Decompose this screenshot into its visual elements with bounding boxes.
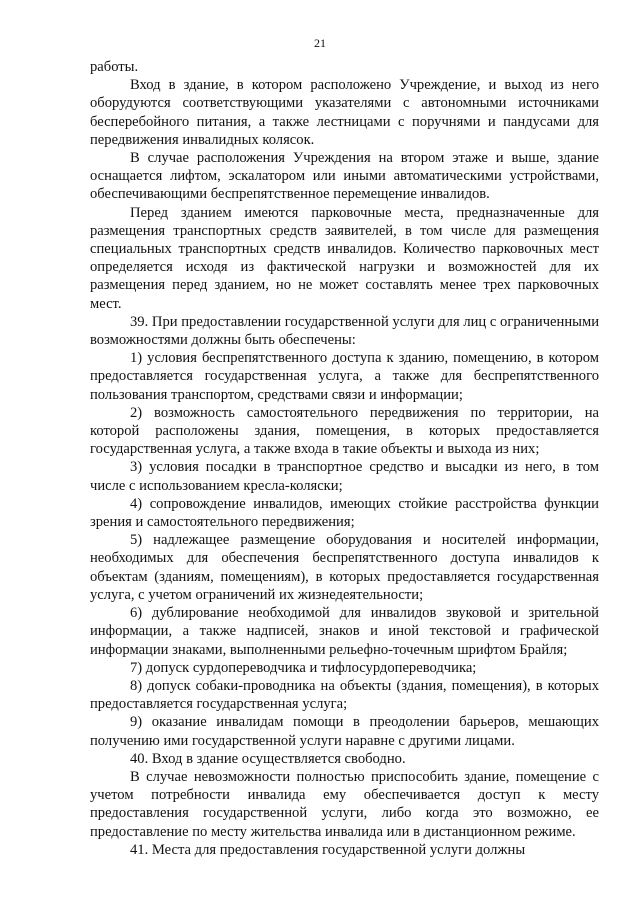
clause-39-item-2: 2) возможность самостоятельного передвижения по территории, на которой расположены здания, помещения, в которых предоставляется государственная услуга, а также входа в такие объекты и выхода из них; bbox=[90, 404, 599, 458]
clause-39-item-6: 6) дублирование необходимой для инвалидов звуковой и зрительной информации, а также надписей, знаков и иной текстовой и графической информации знаками, выполненными рельефно-точечным шрифтом Брайля; bbox=[90, 605, 599, 658]
page-number: 21 bbox=[314, 36, 326, 50]
paragraph-parking: Перед зданием имеются парковочные места, предназначенные для размещения транспортных средств заявителей, в том числе для размещения специальных транспортных средств инвалидов. Количество парковочных мест определяется исходя из фактической нагрузки и возможностей для их размещения перед зданием, но не может составлять менее трех парковочных мест. bbox=[90, 204, 599, 312]
clause-40: 40. Вход в здание осуществляется свободно. bbox=[130, 750, 406, 767]
clause-39-item-5: 5) надлежащее размещение оборудования и носителей информации, необходимых для обеспечения беспрепятственного доступа инвалидов к объектам (зданиям, помещениям), в которых предоставляется государственная услуга, с учетом ограничений их жизнедеятельности; bbox=[90, 532, 599, 603]
clause-39-item-7: 7) допуск сурдопереводчика и тифлосурдопереводчика; bbox=[130, 659, 477, 676]
body-text bbox=[90, 58, 599, 859]
clause-39-item-8: 8) допуск собаки-проводника на объекты (здания, помещения), в которых предоставляется государственная услуга; bbox=[90, 677, 599, 713]
clause-39: 39. При предоставлении государственной услуги для лиц с ограниченными возможностями должны быть обеспечены: bbox=[90, 313, 599, 349]
clause-39-item-9: 9) оказание инвалидам помощи в преодолении барьеров, мешающих получению ими государственной услуги наравне с другими лицами. bbox=[90, 714, 599, 749]
clause-39-item-3: 3) условия посадки в транспортное средство и высадки из него, в том числе с использованием кресла-коляски; bbox=[90, 459, 599, 494]
paragraph-elevator: В случае расположения Учреждения на втором этаже и выше, здание оснащается лифтом, эскалатором или иными автоматическими устройствами, обеспечивающими беспрепятственное перемещение инвалидов. bbox=[90, 150, 599, 203]
paragraph-accessibility-alternative: В случае невозможности полностью приспособить здание, помещение с учетом потребности инвалида ему обеспечивается доступ к месту предоставления государственной услуги, либо когда это возможно, ее предоставление по месту жительства инвалида или в дистанционном режиме. bbox=[90, 768, 599, 840]
paragraph-continuation: работы. bbox=[90, 59, 139, 75]
paragraph-entrance: Вход в здание, в котором расположено Учреждение, и выход из него оборудуются соответствующими указателями с автономными источниками бесперебойного питания, а также лестницами с поручнями и пандусами для передвижения инвалидных колясок. bbox=[90, 77, 599, 148]
clause-41: 41. Места для предоставления государственной услуги должны bbox=[130, 841, 526, 858]
clause-39-item-4: 4) сопровождение инвалидов, имеющих стойкие расстройства функции зрения и самостоятельного передвижения; bbox=[90, 495, 599, 531]
clause-39-item-1: 1) условия беспрепятственного доступа к зданию, помещению, в котором предоставляется государственная услуга, а также для беспрепятственного пользования транспортом, средствами связи и информации; bbox=[90, 350, 599, 403]
